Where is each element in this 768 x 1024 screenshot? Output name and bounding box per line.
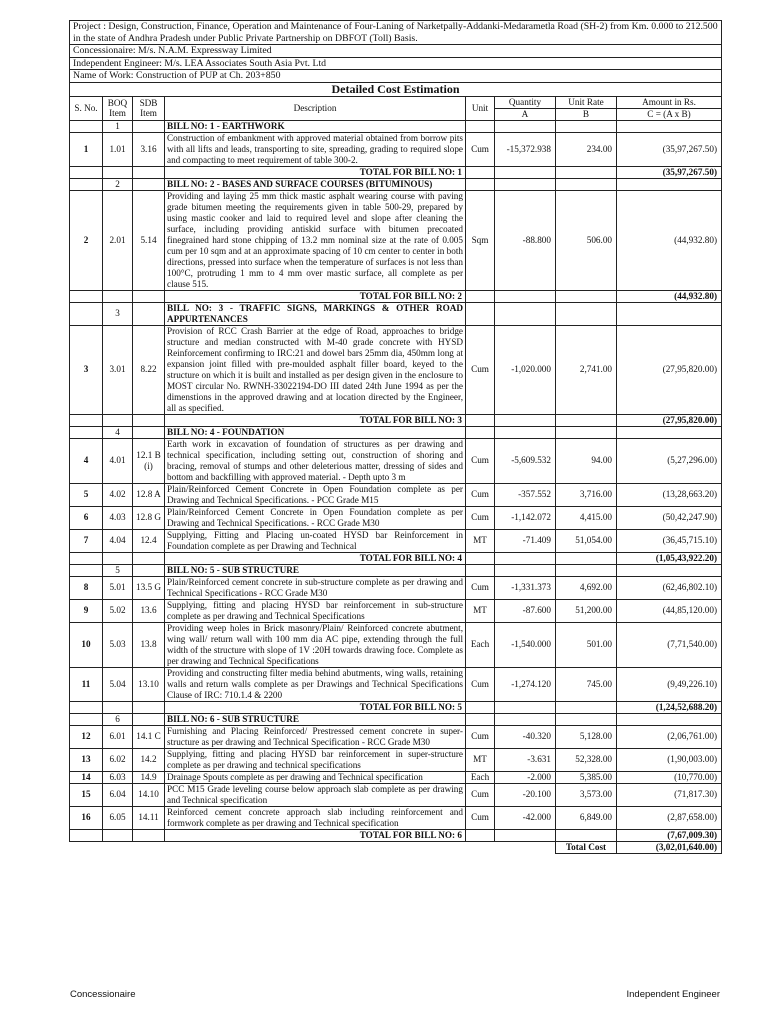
project-title: Project : Design, Construction, Finance, Operation and Maintenance of Four-Laning of Narketpally-Addanki-Medarametla Road (SH-2) from Km. 0.000 to 212.500 in the state of Andhra Pradesh under Public Private Partnership on DBFOT (Toll) Basis. — [70, 21, 722, 45]
bill-unit-empty — [466, 178, 495, 190]
item-quantity: -40.320 — [495, 725, 556, 748]
item-unit: Cum — [466, 806, 495, 829]
concessionaire-line: Concessionaire: M/s. N.A.M. Expressway Limited — [70, 45, 722, 58]
bill-qty-empty — [495, 120, 556, 132]
bill-sno-empty — [70, 713, 103, 725]
total-sdb-empty — [133, 552, 165, 564]
col-header-sno: S. No. — [70, 96, 103, 120]
item-amount: (2,87,658.00) — [617, 806, 722, 829]
col-subheader-b: B — [556, 108, 617, 120]
bill-total-row — [70, 552, 722, 564]
bill-sdb-empty — [133, 302, 165, 325]
bill-sdb-empty — [133, 713, 165, 725]
item-sdb: 12.8 G — [133, 506, 165, 529]
item-description: Reinforced cement concrete approach slab including reinforcement and formwork complete as per drawing and Technical specification — [165, 806, 466, 829]
bill-total-amount: (1,05,43,922.20) — [617, 552, 722, 564]
table-row — [70, 325, 722, 414]
bill-amount-empty — [617, 564, 722, 576]
col-header-quantity: Quantity — [495, 96, 556, 108]
table-row — [70, 748, 722, 771]
bill-title: BILL NO: 4 - FOUNDATION — [165, 426, 466, 438]
item-unit-rate: 745.00 — [556, 667, 617, 701]
bill-amount-empty — [617, 178, 722, 190]
independent-engineer-line: Independent Engineer: M/s. LEA Associates South Asia Pvt. Ltd — [70, 57, 722, 70]
item-quantity: -5,609.532 — [495, 438, 556, 483]
bill-rate-empty — [556, 426, 617, 438]
bill-number: 2 — [103, 178, 133, 190]
item-sno: 13 — [70, 748, 103, 771]
item-amount: (13,28,663.20) — [617, 483, 722, 506]
item-unit: Cum — [466, 438, 495, 483]
item-unit-rate: 3,716.00 — [556, 483, 617, 506]
item-unit-rate: 51,200.00 — [556, 599, 617, 622]
bill-qty-empty — [495, 178, 556, 190]
bill-number: 3 — [103, 302, 133, 325]
item-amount: (5,27,296.00) — [617, 438, 722, 483]
bill-qty-empty — [495, 564, 556, 576]
total-qty-empty — [495, 701, 556, 713]
bill-total-label: TOTAL FOR BILL NO: 5 — [165, 701, 466, 713]
item-amount: (35,97,267.50) — [617, 132, 722, 166]
item-amount: (36,45,715.10) — [617, 529, 722, 552]
bill-qty-empty — [495, 426, 556, 438]
item-amount: (62,46,802.10) — [617, 576, 722, 599]
bill-number: 1 — [103, 120, 133, 132]
item-sdb: 14.10 — [133, 783, 165, 806]
table-row — [70, 599, 722, 622]
bill-rate-empty — [556, 564, 617, 576]
bill-total-label: TOTAL FOR BILL NO: 4 — [165, 552, 466, 564]
total-qty-empty — [495, 552, 556, 564]
col-header-amount: Amount in Rs. — [617, 96, 722, 108]
item-boq: 5.03 — [103, 622, 133, 667]
bill-unit-empty — [466, 564, 495, 576]
item-boq: 4.04 — [103, 529, 133, 552]
item-unit-rate: 4,415.00 — [556, 506, 617, 529]
item-description: Supplying, fitting and placing HYSD bar reinforcement in sub-structure complete as per drawing and Technical Specifications — [165, 599, 466, 622]
col-subheader-a: A — [495, 108, 556, 120]
bill-total-amount: (44,932.80) — [617, 290, 722, 302]
item-boq: 6.02 — [103, 748, 133, 771]
table-row — [70, 576, 722, 599]
item-unit: Each — [466, 622, 495, 667]
table-row — [70, 132, 722, 166]
total-unit-empty — [466, 414, 495, 426]
total-unit-empty — [466, 552, 495, 564]
item-boq: 4.03 — [103, 506, 133, 529]
total-qty-empty — [495, 414, 556, 426]
item-description: Providing weep holes in Brick masonry/Plain/ Reinforced concrete abutment, wing wall/ return wall with 100 mm dia AC pipe, extending through the full width of the structure with slope of 1V :20H towards drawing foce. Complete as per drawing and Technical Specifications — [165, 622, 466, 667]
item-unit: Cum — [466, 725, 495, 748]
item-boq: 3.01 — [103, 325, 133, 414]
table-row — [70, 806, 722, 829]
bill-unit-empty — [466, 426, 495, 438]
item-sdb: 3.16 — [133, 132, 165, 166]
item-boq: 6.04 — [103, 783, 133, 806]
bill-header-row — [70, 713, 722, 725]
bill-amount-empty — [617, 120, 722, 132]
item-unit: Cum — [466, 132, 495, 166]
bill-number: 6 — [103, 713, 133, 725]
bill-total-row — [70, 290, 722, 302]
item-unit: Cum — [466, 483, 495, 506]
total-sdb-empty — [133, 829, 165, 841]
item-unit-rate: 51,054.00 — [556, 529, 617, 552]
bill-title: BILL NO: 5 - SUB STRUCTURE — [165, 564, 466, 576]
item-description: Earth work in excavation of foundation of structures as per drawing and technical specification, including setting out, construction of shoring and bracing, removal of stumps and other deleterious matter, dressing of sides and bottom and backfilling with approved material. - Depth upto 3 m — [165, 438, 466, 483]
total-boq-empty — [103, 290, 133, 302]
bill-title: BILL NO: 2 - BASES AND SURFACE COURSES (BITUMINOUS) — [165, 178, 466, 190]
bill-total-label: TOTAL FOR BILL NO: 1 — [165, 166, 466, 178]
table-row — [70, 725, 722, 748]
item-amount: (9,49,226.10) — [617, 667, 722, 701]
total-unit-empty — [466, 166, 495, 178]
total-rate-empty — [556, 552, 617, 564]
total-rate-empty — [556, 166, 617, 178]
item-quantity: -357.552 — [495, 483, 556, 506]
total-rate-empty — [556, 290, 617, 302]
item-amount: (10,770.00) — [617, 771, 722, 783]
item-description: Plain/Reinforced cement concrete in sub-structure complete as per drawing and Technical Specifications - RCC Grade M30 — [165, 576, 466, 599]
bill-total-label: TOTAL FOR BILL NO: 3 — [165, 414, 466, 426]
item-unit: Cum — [466, 506, 495, 529]
total-sno-empty — [70, 290, 103, 302]
item-unit-rate: 3,573.00 — [556, 783, 617, 806]
item-description: Drainage Spouts complete as per drawing and Technical specification — [165, 771, 466, 783]
bill-number: 5 — [103, 564, 133, 576]
col-header-boq: BOQ Item — [103, 96, 133, 120]
cost-estimate-sheet — [69, 20, 721, 854]
bill-sno-empty — [70, 426, 103, 438]
bill-header-row — [70, 302, 722, 325]
col-subheader-c: C = (A x B) — [617, 108, 722, 120]
bill-sdb-empty — [133, 178, 165, 190]
item-amount: (50,42,247.90) — [617, 506, 722, 529]
total-sno-empty — [70, 414, 103, 426]
bill-amount-empty — [617, 302, 722, 325]
bill-total-row — [70, 166, 722, 178]
bill-header-row — [70, 564, 722, 576]
total-sdb-empty — [133, 290, 165, 302]
item-sno: 5 — [70, 483, 103, 506]
item-quantity: -1,020.000 — [495, 325, 556, 414]
item-unit-rate: 501.00 — [556, 622, 617, 667]
item-description: Construction of embankment with approved material obtained from borrow pits with all lifts and leads, transporting to site, spreading, grading to required slope and compacting to meet requirement of table 300-2. — [165, 132, 466, 166]
item-sno: 14 — [70, 771, 103, 783]
total-sno-empty — [70, 829, 103, 841]
item-description: Supplying, fitting and placing HYSD bar reinforcement in super-structure complete as per drawing and technical specifications — [165, 748, 466, 771]
item-unit: Cum — [466, 783, 495, 806]
item-unit: Sqm — [466, 190, 495, 290]
item-unit: MT — [466, 748, 495, 771]
table-row — [70, 438, 722, 483]
bill-rate-empty — [556, 713, 617, 725]
item-sdb: 13.10 — [133, 667, 165, 701]
item-sno: 9 — [70, 599, 103, 622]
item-amount: (44,85,120.00) — [617, 599, 722, 622]
item-boq: 5.01 — [103, 576, 133, 599]
item-boq: 5.04 — [103, 667, 133, 701]
bill-total-amount: (7,67,009.30) — [617, 829, 722, 841]
bill-unit-empty — [466, 713, 495, 725]
bill-total-row — [70, 701, 722, 713]
item-quantity: -3.631 — [495, 748, 556, 771]
item-boq: 6.01 — [103, 725, 133, 748]
item-amount: (1,90,003.00) — [617, 748, 722, 771]
total-rate-empty — [556, 829, 617, 841]
item-sno: 11 — [70, 667, 103, 701]
item-sdb: 14.11 — [133, 806, 165, 829]
grand-total-label: Total Cost — [556, 841, 617, 853]
bill-total-label: TOTAL FOR BILL NO: 6 — [165, 829, 466, 841]
bill-sdb-empty — [133, 426, 165, 438]
item-description: Plain/Reinforced Cement Concrete in Open Foundation complete as per Drawing and Technical Specifications. - RCC Grade M30 — [165, 506, 466, 529]
item-boq: 4.02 — [103, 483, 133, 506]
item-sno: 1 — [70, 132, 103, 166]
table-row — [70, 190, 722, 290]
total-unit-empty — [466, 829, 495, 841]
item-sno: 15 — [70, 783, 103, 806]
item-amount: (71,817.30) — [617, 783, 722, 806]
item-description: Providing and laying 25 mm thick mastic asphalt wearing course with paving grade bitumen meeting the requirements given in table 500-29, prepared by using mastic cooker and laid to required level and slope after cleaning the surface, including providing antiskid surface with bitumen precoated finegrained hard stone chipping of 13.2 mm nominal size at the rate of 0.005 cum per 10 sqm and at an approximate spacing of 10 cm center to center in both directions, pressed into surface when the temperature of surfaces is not less than 100°C, protruding 1 mm to 4 mm over mastic surface, all complete as per clause 515. — [165, 190, 466, 290]
item-sdb: 13.6 — [133, 599, 165, 622]
bill-sdb-empty — [133, 120, 165, 132]
item-unit-rate: 2,741.00 — [556, 325, 617, 414]
total-rate-empty — [556, 701, 617, 713]
cost-estimate-table — [69, 20, 722, 854]
total-qty-empty — [495, 290, 556, 302]
bill-header-row — [70, 178, 722, 190]
item-sdb: 13.5 G — [133, 576, 165, 599]
item-sno: 4 — [70, 438, 103, 483]
total-boq-empty — [103, 701, 133, 713]
item-sdb: 14.9 — [133, 771, 165, 783]
total-sdb-empty — [133, 166, 165, 178]
table-row — [70, 483, 722, 506]
bill-total-amount: (27,95,820.00) — [617, 414, 722, 426]
sheet-title: Detailed Cost Estimation — [70, 82, 722, 96]
footer-concessionaire: Concessionaire — [70, 989, 136, 1000]
item-description: PCC M15 Grade leveling course below approach slab complete as per drawing and Technical specification — [165, 783, 466, 806]
bill-title: BILL NO: 6 - SUB STRUCTURE — [165, 713, 466, 725]
item-quantity: -1,540.000 — [495, 622, 556, 667]
item-sdb: 13.8 — [133, 622, 165, 667]
grand-total-spacer — [70, 841, 556, 853]
total-sno-empty — [70, 166, 103, 178]
item-unit-rate: 94.00 — [556, 438, 617, 483]
item-sdb: 5.14 — [133, 190, 165, 290]
item-sno: 3 — [70, 325, 103, 414]
item-unit-rate: 5,128.00 — [556, 725, 617, 748]
bill-total-row — [70, 414, 722, 426]
bill-title: BILL NO: 1 - EARTHWORK — [165, 120, 466, 132]
total-sno-empty — [70, 552, 103, 564]
total-sdb-empty — [133, 701, 165, 713]
item-unit: Each — [466, 771, 495, 783]
bill-header-row — [70, 426, 722, 438]
bill-amount-empty — [617, 713, 722, 725]
item-quantity: -88.800 — [495, 190, 556, 290]
item-amount: (2,06,761.00) — [617, 725, 722, 748]
table-row — [70, 783, 722, 806]
item-description: Plain/Reinforced Cement Concrete in Open Foundation complete as per Drawing and Technical Specifications. - PCC Grade M15 — [165, 483, 466, 506]
item-quantity: -1,274.120 — [495, 667, 556, 701]
bill-sno-empty — [70, 178, 103, 190]
total-sdb-empty — [133, 414, 165, 426]
col-header-sdb: SDB Item — [133, 96, 165, 120]
item-sdb: 14.2 — [133, 748, 165, 771]
item-quantity: -1,331.373 — [495, 576, 556, 599]
bill-qty-empty — [495, 302, 556, 325]
total-boq-empty — [103, 829, 133, 841]
bill-total-label: TOTAL FOR BILL NO: 2 — [165, 290, 466, 302]
bill-sdb-empty — [133, 564, 165, 576]
item-boq: 5.02 — [103, 599, 133, 622]
item-description: Providing and constructing filter media behind abutments, wing walls, retaining walls and return walls complete as per Drawings and Technical Specifications Clause of IRC: 710.1.4 & 2200 — [165, 667, 466, 701]
bill-total-amount: (1,24,52,688.20) — [617, 701, 722, 713]
bill-total-amount: (35,97,267.50) — [617, 166, 722, 178]
item-unit-rate: 506.00 — [556, 190, 617, 290]
item-sno: 16 — [70, 806, 103, 829]
item-unit-rate: 52,328.00 — [556, 748, 617, 771]
item-unit: Cum — [466, 325, 495, 414]
item-quantity: -1,142.072 — [495, 506, 556, 529]
total-boq-empty — [103, 414, 133, 426]
item-sdb: 12.8 A — [133, 483, 165, 506]
footer-independent-engineer: Independent Engineer — [626, 989, 720, 1000]
bill-sno-empty — [70, 302, 103, 325]
item-boq: 2.01 — [103, 190, 133, 290]
item-sdb: 12.4 — [133, 529, 165, 552]
item-boq: 6.03 — [103, 771, 133, 783]
bill-qty-empty — [495, 713, 556, 725]
item-quantity: -71.409 — [495, 529, 556, 552]
item-quantity: -2.000 — [495, 771, 556, 783]
total-boq-empty — [103, 552, 133, 564]
item-sno: 2 — [70, 190, 103, 290]
total-qty-empty — [495, 166, 556, 178]
table-row — [70, 667, 722, 701]
total-unit-empty — [466, 701, 495, 713]
item-description: Supplying, Fitting and Placing un-coated HYSD bar Reinforcement in Foundation complete as per Drawing and Technical — [165, 529, 466, 552]
total-rate-empty — [556, 414, 617, 426]
table-row — [70, 506, 722, 529]
item-amount: (7,71,540.00) — [617, 622, 722, 667]
item-description: Provision of RCC Crash Barrier at the edge of Road, approaches to bridge structure and median constructed with M-40 grade concrete with HYSD Reinforcement confirming to IRC:21 and dowel bars 25mm dia, 450mm long at expansion joint filled with pre-moulded asphalt filler board, keyed to the structure on which it is built and installed as per design given in the enclosure to MOST circular No. RWNH-33022194-DO III dated 24th June 1994 as per the dimenstions in the approved drawing and at location directed by the Engineer, all as specified. — [165, 325, 466, 414]
bill-unit-empty — [466, 120, 495, 132]
item-sdb: 12.1 B (i) — [133, 438, 165, 483]
bill-amount-empty — [617, 426, 722, 438]
item-quantity: -42.000 — [495, 806, 556, 829]
item-sno: 10 — [70, 622, 103, 667]
work-name-line: Name of Work: Construction of PUP at Ch. 203+850 — [70, 70, 722, 83]
total-boq-empty — [103, 166, 133, 178]
item-unit: MT — [466, 529, 495, 552]
col-header-unit-rate: Unit Rate — [556, 96, 617, 108]
col-header-description: Description — [165, 96, 466, 120]
item-amount: (27,95,820.00) — [617, 325, 722, 414]
item-sdb: 14.1 C — [133, 725, 165, 748]
bill-number: 4 — [103, 426, 133, 438]
item-unit-rate: 5,385.00 — [556, 771, 617, 783]
total-unit-empty — [466, 290, 495, 302]
item-unit: Cum — [466, 667, 495, 701]
item-amount: (44,932.80) — [617, 190, 722, 290]
table-row — [70, 622, 722, 667]
table-row — [70, 529, 722, 552]
item-boq: 4.01 — [103, 438, 133, 483]
item-sno: 7 — [70, 529, 103, 552]
table-row — [70, 771, 722, 783]
bill-sno-empty — [70, 564, 103, 576]
bill-rate-empty — [556, 178, 617, 190]
item-unit-rate: 4,692.00 — [556, 576, 617, 599]
item-quantity: -20.100 — [495, 783, 556, 806]
total-sno-empty — [70, 701, 103, 713]
total-qty-empty — [495, 829, 556, 841]
item-unit-rate: 6,849.00 — [556, 806, 617, 829]
bill-sno-empty — [70, 120, 103, 132]
bill-unit-empty — [466, 302, 495, 325]
item-unit: MT — [466, 599, 495, 622]
item-sno: 8 — [70, 576, 103, 599]
item-quantity: -87.600 — [495, 599, 556, 622]
item-boq: 1.01 — [103, 132, 133, 166]
grand-total-row — [70, 841, 722, 853]
item-boq: 6.05 — [103, 806, 133, 829]
bill-rate-empty — [556, 120, 617, 132]
bill-rate-empty — [556, 302, 617, 325]
grand-total-amount: (3,02,01,640.00) — [617, 841, 722, 853]
bill-total-row — [70, 829, 722, 841]
item-sno: 12 — [70, 725, 103, 748]
item-sdb: 8.22 — [133, 325, 165, 414]
col-header-unit: Unit — [466, 96, 495, 120]
item-description: Furnishing and Placing Reinforced/ Prestressed cement concrete in super-structure as per drawing and Technical Specification - RCC Grade M30 — [165, 725, 466, 748]
item-sno: 6 — [70, 506, 103, 529]
bill-header-row — [70, 120, 722, 132]
item-unit-rate: 234.00 — [556, 132, 617, 166]
item-unit: Cum — [466, 576, 495, 599]
bill-title: BILL NO: 3 - TRAFFIC SIGNS, MARKINGS & OTHER ROAD APPURTENANCES — [165, 302, 466, 325]
item-quantity: -15,372.938 — [495, 132, 556, 166]
